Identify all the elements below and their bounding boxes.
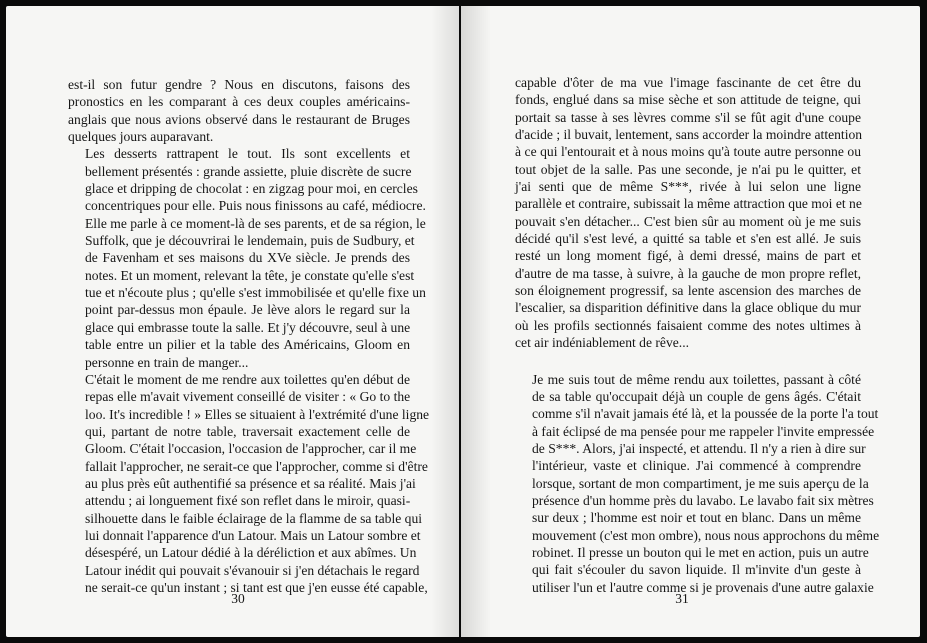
right-page-text xyxy=(515,74,880,596)
text-line: de sa table qu'occupait déjà un couple de gens âgés. C'était xyxy=(532,388,861,404)
text-line: utiliser l'un et l'autre comme si je provenais d'une autre galaxie xyxy=(532,579,874,595)
text-line: décidé qu'il s'est levé, a quitté sa table et s'en est allé. Je suis xyxy=(515,231,861,247)
text-line: bellement présentés : grande assiette, pluie discrète de sucre xyxy=(85,163,412,179)
text-line: personne en train de manger... xyxy=(85,354,249,370)
text-line: cet air indéniablement de rêve... xyxy=(515,335,689,351)
text-line: qui, partant de notre table, traversait exactement celle de xyxy=(85,423,410,439)
text-line: qui fait s'écouler du savon liquide. Il m'invite d'un geste à xyxy=(532,562,861,578)
paragraph xyxy=(68,76,410,145)
text-line: point par-dessus mon épaule. Je lève alors le regard sur la xyxy=(85,302,410,318)
text-line: comme s'il n'avait jamais été là, et la poussée de la porte l'a tout xyxy=(532,406,879,422)
text-line: l'escalier, sa disparition définitive dans la glace oblique du mur xyxy=(515,300,861,316)
text-line: son éloignement progressif, sa lente ascension des marches de xyxy=(515,283,861,299)
text-line: notes. Et un moment, relevant la tête, je constate qu'elle s'est xyxy=(85,267,415,283)
paragraph xyxy=(515,74,861,352)
page-number: 31 xyxy=(675,591,689,606)
text-line: repas elle m'avait vivement conseillé de visiter : « Go to the xyxy=(85,389,411,405)
text-line: Latour inédit qui pouvait s'évanouir si j'en détachais le regard xyxy=(85,562,420,578)
text-line: d'acide ; il buvait, lentement, sans accorder la moindre attention xyxy=(515,127,863,143)
text-line: mouvement (c'est mon ombre), nous nous approchons du même xyxy=(532,527,880,543)
text-line: où les profils sectionnés faisaient comme des notes ultimes à xyxy=(515,317,861,333)
text-line: présence d'un homme près du lavabo. Le lavabo fait six mètres xyxy=(532,492,874,508)
text-line: au plus près eût authentifié sa présence et sa réalité. Mais j'ai xyxy=(85,475,416,491)
text-line: concentriques pour elle. Puis nous finissons au café, médiocre. xyxy=(85,198,426,214)
text-line: Je me suis tout de même rendu aux toilettes, passant à côté xyxy=(532,371,861,387)
text-line: est-il son futur gendre ? Nous en discutons, faisons des xyxy=(68,77,410,92)
text-line: attendu ; ai longuement fixé son reflet dans le miroir, quasi- xyxy=(85,493,411,509)
left-page-text xyxy=(68,76,430,596)
text-line: d'autre de ma tasse, à suivre, à la gauche de mon propre reflet, xyxy=(515,265,861,281)
text-line: quelques jours auparavant. xyxy=(68,129,214,145)
right-page xyxy=(461,6,920,637)
text-line: fonds, englué dans sa mise sèche et son attitude de teigne, qui xyxy=(515,92,861,108)
gutter-shadow xyxy=(431,6,459,637)
text-line: lui donnait l'apparence d'un Latour. Mais un Latour sombre et xyxy=(85,527,421,543)
text-line: pouvait s'en détacher... C'est bien sûr au moment où je me suis xyxy=(515,213,861,229)
text-line: Elle me parle à ce moment-là de ses parents, et de sa région, le xyxy=(85,215,426,231)
text-line: de Favenham et ses maisons du XVe siècle. Je prends des xyxy=(85,250,410,266)
text-line: Suffolk, que je découvrirai le lendemain, puis de Sudbury, et xyxy=(85,233,415,249)
text-line: tue et n'écoute plus ; qu'elle s'est immobilisée et qu'elle fixe un xyxy=(85,285,426,301)
paragraph xyxy=(68,371,430,596)
text-line: capable d'ôter de ma vue l'image fascinante de cet être du xyxy=(515,75,861,90)
gutter-shadow xyxy=(461,6,491,637)
text-line: resté un long moment figé, à demi dressé, mains de part et xyxy=(515,248,861,264)
text-line: lorsque, sortant de mon compartiment, je me suis aperçu de la xyxy=(532,475,869,491)
text-line: Les desserts rattrapent le tout. Ils sont excellents et xyxy=(85,146,410,162)
text-line: anglais que nous avions observé dans le restaurant de Bruges xyxy=(68,111,410,127)
left-page xyxy=(6,6,459,637)
text-line: à ce qui l'entourait et à nous moins qu'à toute autre personne ou xyxy=(515,144,861,160)
page-number: 30 xyxy=(231,591,245,606)
paragraph xyxy=(68,145,426,370)
text-line: table entre un pilier et la table des Américains, Gloom en xyxy=(85,337,410,353)
text-line: parallèle et contraire, subissait la même attraction que moi et ne xyxy=(515,196,862,212)
text-line: à fait éclipsé de ma pensée pour me rappeler l'invite empressée xyxy=(532,423,875,439)
paragraph xyxy=(515,371,880,596)
text-line: j'ai senti que de même S***, rivée à lui selon une ligne xyxy=(515,179,861,195)
text-line: désespéré, un Latour dédié à la déréliction et aux abîmes. Un xyxy=(85,545,417,561)
text-line: pronostics en les comparant à ces deux couples américains- xyxy=(68,94,410,110)
text-line: l'intérieur, vaste et clinique. J'ai commencé à comprendre xyxy=(532,458,861,474)
text-line: C'était le moment de me rendre aux toilettes qu'en début de xyxy=(85,371,410,387)
text-line: fallait l'approcher, ne serait-ce que l'approcher, comme si d'être xyxy=(85,458,428,474)
text-line: ne serait-ce qu'un instant ; si tant est que j'en eusse été capable, xyxy=(85,579,428,595)
text-line: de S***. Alors, j'ai inspecté, et attendu. Il n'y a rien à dire sur xyxy=(532,440,866,456)
text-line: tout objet de la salle. Pas une seconde, je n'ai pu le quitter, et xyxy=(515,161,861,177)
text-line: portait sa tasse à ses lèvres comme s'il se fût agit d'une coupe xyxy=(515,109,861,125)
text-line: robinet. Il presse un bouton qui le met en action, puis un autre xyxy=(532,544,869,560)
text-line: glace qui embrasse toute la salle. Et j'y découvre, seul à une xyxy=(85,319,411,335)
text-line: sur deux ; l'homme est noir et tout en blanc. Dans un même xyxy=(532,510,861,526)
text-line: glace et dripping de chocolat : en zigzag pour moi, en cercles xyxy=(85,181,418,197)
text-line: Gloom. C'était l'occasion, l'occasion de l'approcher, car il me xyxy=(85,441,417,457)
text-line: loo. It's incredible ! » Elles se situaient à l'extrémité d'une ligne xyxy=(85,406,430,422)
text-line: silhouette dans le faible éclairage de la flamme de sa table qui xyxy=(85,510,423,526)
